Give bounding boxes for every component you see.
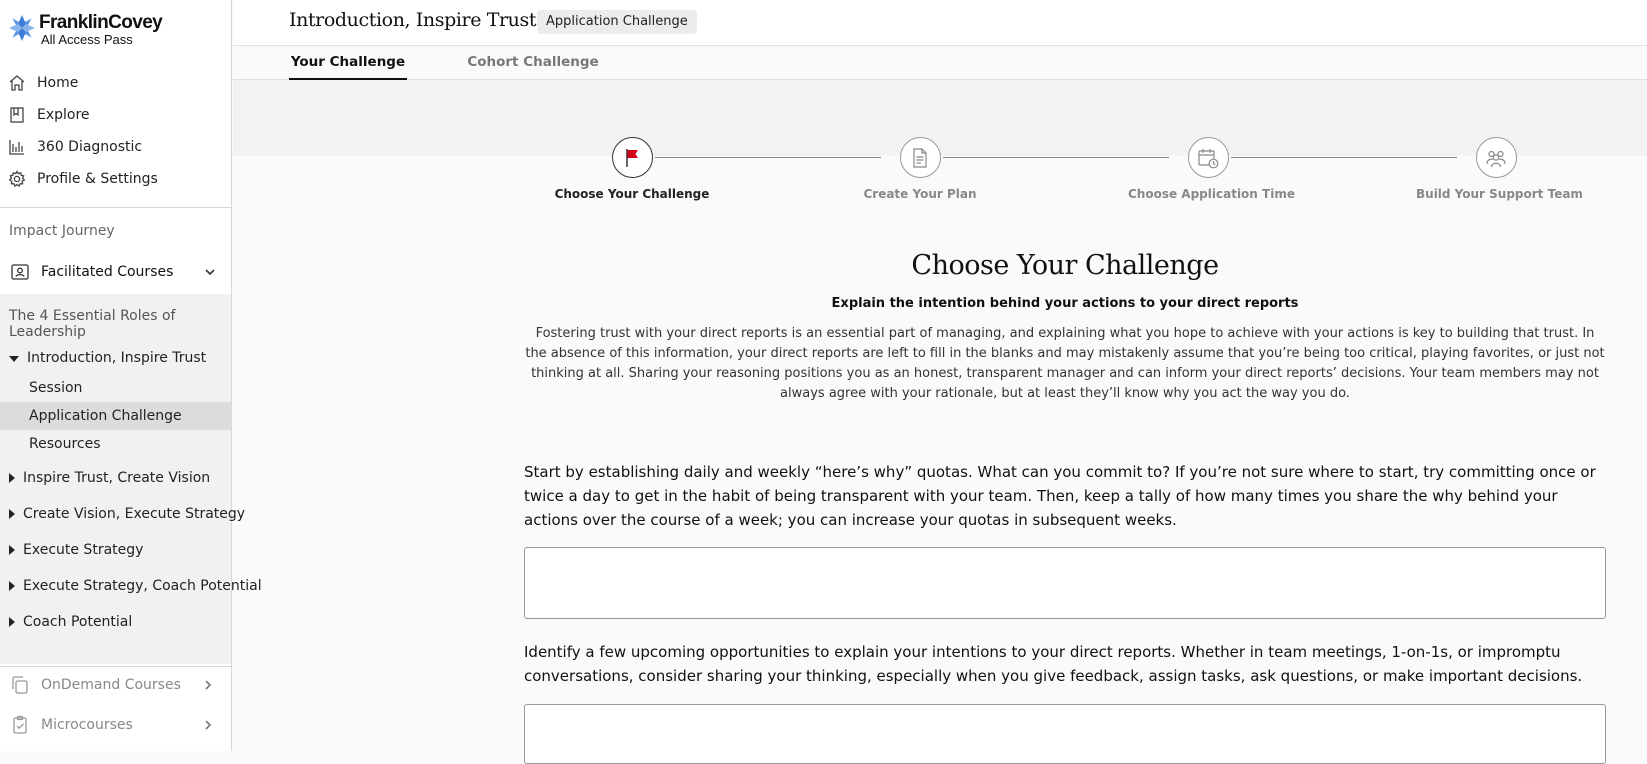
module-label: Introduction, Inspire Trust bbox=[27, 350, 207, 366]
document-icon bbox=[908, 146, 932, 170]
sub-item-application-challenge[interactable]: Application Challenge bbox=[0, 402, 231, 430]
module-label: Execute Strategy, Coach Potential bbox=[23, 578, 262, 594]
page-badge: Application Challenge bbox=[537, 10, 697, 34]
sidebar-divider bbox=[0, 666, 231, 667]
sidebar-item-label: Explore bbox=[37, 107, 90, 123]
sidebar-divider bbox=[0, 207, 231, 208]
sub-item-session[interactable]: Session bbox=[29, 380, 83, 396]
sidebar-item-label: Microcourses bbox=[41, 717, 133, 733]
facilitated-courses-toggle[interactable] bbox=[0, 258, 231, 286]
question-1: Start by establishing daily and weekly “here’s why” quotas. What can you commit to? If you’re not sure where to start, try committing once or twice a day to get in the habit of being transparent with your team. Then, keep a tally of how many times you share the why behind your actions over the course of a week; you can increase your quotas in subsequent weeks. bbox=[524, 463, 1596, 529]
sub-item-resources[interactable]: Resources bbox=[29, 436, 101, 452]
franklincovey-logo-icon bbox=[8, 14, 36, 42]
triangle-right-icon bbox=[9, 509, 15, 519]
module-label: Coach Potential bbox=[23, 614, 133, 630]
gear-icon bbox=[8, 170, 26, 188]
clipboard-check-icon bbox=[10, 715, 30, 735]
module-label: Execute Strategy bbox=[23, 542, 144, 558]
sidebar-item-360-diagnostic[interactable] bbox=[0, 133, 231, 161]
sidebar-item-label: 360 Diagnostic bbox=[37, 139, 143, 155]
chevron-right-icon bbox=[201, 678, 215, 692]
bar-chart-icon bbox=[8, 138, 26, 156]
course-tree bbox=[0, 294, 262, 664]
sidebar-item-microcourses[interactable] bbox=[0, 710, 231, 740]
module-label: Inspire Trust, Create Vision bbox=[23, 470, 211, 486]
page-title: Introduction, Inspire Trust bbox=[289, 9, 537, 31]
tab-your-challenge[interactable]: Your Challenge bbox=[289, 46, 407, 80]
module-item[interactable] bbox=[0, 608, 231, 636]
sidebar bbox=[0, 0, 262, 751]
sidebar-item-profile-settings[interactable] bbox=[0, 165, 231, 193]
brand-logo[interactable] bbox=[8, 13, 162, 47]
challenge-content bbox=[524, 250, 1606, 685]
step-create-your-plan[interactable] bbox=[840, 137, 1000, 201]
sidebar-item-label: OnDemand Courses bbox=[41, 677, 181, 693]
triangle-right-icon bbox=[9, 545, 15, 555]
book-icon bbox=[8, 106, 26, 124]
step-label: Build Your Support Team bbox=[1416, 187, 1583, 201]
challenge-subheading: Explain the intention behind your actions to your direct reports bbox=[831, 296, 1299, 311]
home-icon bbox=[8, 74, 26, 92]
tab-bar bbox=[233, 46, 1647, 80]
triangle-down-icon bbox=[9, 356, 19, 362]
module-item[interactable] bbox=[0, 536, 231, 564]
chevron-right-icon bbox=[201, 718, 215, 732]
challenge-heading: Choose Your Challenge bbox=[911, 250, 1219, 281]
flag-icon bbox=[620, 146, 644, 170]
sidebar-item-home[interactable] bbox=[0, 69, 231, 97]
step-label: Choose Your Challenge bbox=[554, 187, 710, 201]
calendar-clock-icon bbox=[1196, 146, 1220, 170]
module-item[interactable] bbox=[0, 344, 231, 372]
step-build-your-support-team[interactable] bbox=[1416, 137, 1583, 201]
sidebar-item-explore[interactable] bbox=[0, 101, 231, 129]
answer-input-2[interactable] bbox=[524, 704, 1606, 764]
page-header bbox=[233, 0, 1647, 46]
copy-icon bbox=[10, 675, 30, 695]
group-icon bbox=[1484, 146, 1508, 170]
sidebar-item-label: Profile & Settings bbox=[37, 171, 158, 187]
challenge-description: Fostering trust with your direct reports is an essential part of managing, and explaining what you hope to achieve with your actions is key to building that trust. In the absence of this information, your direct reports are left to fill in the blanks and may mistakenly assume that you’re being too critical, playing favorites, or just not thinking at all. Sharing your reasoning positions you as an honest, transparent manager and can inform your direct reports’ decisions. Your team members may not always agree with your rationale, but at least they’ll know why you act the way you do. bbox=[525, 326, 1605, 401]
step-circle bbox=[1188, 137, 1229, 178]
triangle-right-icon bbox=[9, 473, 15, 483]
tab-cohort-challenge-board[interactable]: Cohort Challenge bbox=[467, 54, 599, 70]
brand-name: FranklinCovey bbox=[39, 12, 163, 33]
section-label-impact-journey: Impact Journey bbox=[9, 223, 115, 239]
course-title: The 4 Essential Roles of Leadership bbox=[9, 308, 176, 340]
triangle-right-icon bbox=[9, 617, 15, 627]
main-content bbox=[233, 0, 1647, 751]
step-choose-application-time[interactable] bbox=[1128, 137, 1295, 201]
facilitated-courses-label: Facilitated Courses bbox=[41, 264, 174, 280]
module-item[interactable] bbox=[0, 464, 231, 492]
module-item[interactable] bbox=[0, 500, 246, 528]
step-circle bbox=[900, 137, 941, 178]
triangle-right-icon bbox=[9, 581, 15, 591]
step-label: Choose Application Time bbox=[1128, 187, 1295, 201]
question-2: Identify a few upcoming opportunities to explain your intentions to your direct reports. Whether in team meetings, 1-on-1s, or impromptu conversations, consider sharing your thinking, especially when you give feedback, assign tasks, ask questions, or make important decisions. bbox=[524, 643, 1583, 685]
sidebar-item-label: Home bbox=[37, 75, 79, 91]
step-circle bbox=[1476, 137, 1517, 178]
step-choose-your-challenge[interactable] bbox=[552, 137, 712, 201]
id-badge-icon bbox=[10, 262, 30, 282]
module-item[interactable] bbox=[0, 572, 262, 600]
sidebar-item-ondemand-courses[interactable] bbox=[0, 670, 231, 700]
answer-input-1[interactable] bbox=[524, 547, 1606, 619]
chevron-down-icon bbox=[203, 265, 217, 279]
step-circle bbox=[612, 137, 653, 178]
module-label: Create Vision, Execute Strategy bbox=[23, 506, 246, 522]
step-label: Create Your Plan bbox=[863, 187, 977, 201]
brand-subtitle: All Access Pass bbox=[41, 32, 133, 47]
